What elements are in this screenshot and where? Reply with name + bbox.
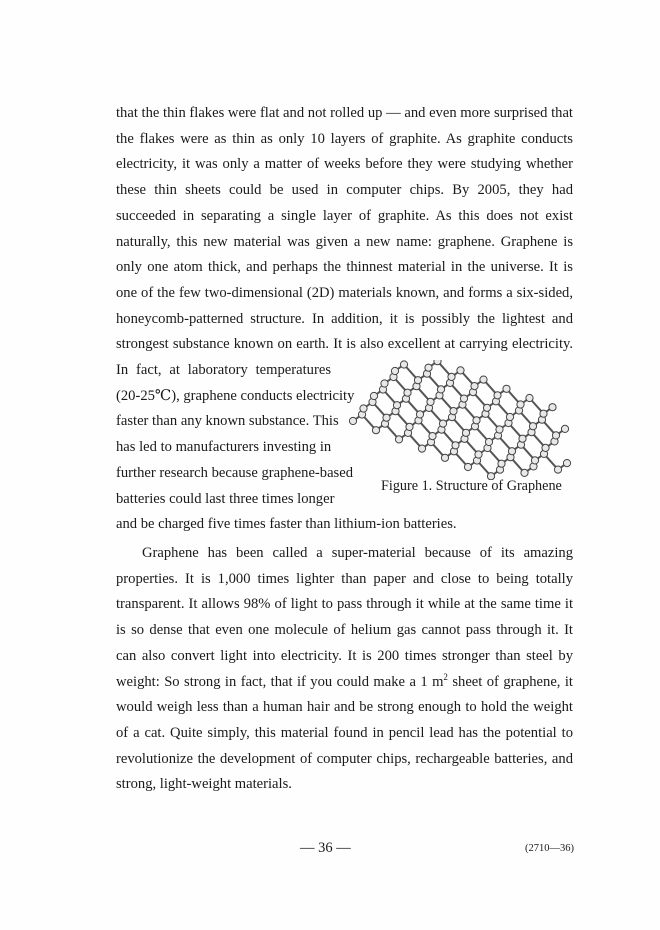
carbon-atom (393, 402, 400, 409)
carbon-atom (506, 413, 513, 420)
carbon-atom (540, 410, 547, 417)
text-line: one of the few two-dimensional (2D) materials known, and forms a six-sided, (116, 284, 573, 301)
text-line: electricity, it was only a matter of weeks before they were studying whether (116, 156, 573, 173)
carbon-atom (360, 405, 367, 412)
text-line: would weigh less than a human hair and be strong enough to hold the weight (116, 699, 573, 716)
carbon-atom (464, 463, 471, 470)
text-line: the flakes were as thin as only 10 layers of graphite. As graphite conducts (116, 130, 573, 147)
carbon-atom (483, 404, 490, 411)
carbon-atom (372, 427, 379, 434)
text-line: only one atom thick, and perhaps the thinnest material in the universe. It is (116, 259, 573, 276)
carbon-atom (383, 414, 390, 421)
carbon-atom (429, 433, 436, 440)
carbon-atom (439, 420, 446, 427)
carbon-atom (349, 417, 356, 424)
text-line: is so dense that even one molecule of helium gas cannot pass through it. It (116, 622, 573, 639)
carbon-atom (395, 436, 402, 443)
carbon-atom (519, 435, 526, 442)
carbon-atom (526, 394, 533, 401)
graphene-figure (335, 360, 580, 480)
carbon-atom (462, 429, 469, 436)
text-line: succeeded in separating a single layer of graphite. As this does not exist (116, 207, 573, 224)
text-line: In fact, at laboratory temperatures (116, 362, 331, 378)
carbon-atom (503, 385, 510, 392)
carbon-atom (441, 454, 448, 461)
text-line: honeycomb-patterned structure. In addition, it is possibly the lightest and (116, 310, 573, 327)
carbon-atom (427, 398, 434, 405)
figure-caption: Figure 1. Structure of Graphene (381, 478, 562, 494)
carbon-atom (561, 425, 568, 432)
text-line: faster than any known substance. This (116, 413, 339, 430)
carbon-atom (452, 442, 459, 449)
carbon-atom (457, 367, 464, 374)
carbon-atom (437, 386, 444, 393)
carbon-atom (370, 392, 377, 399)
carbon-atom (494, 392, 501, 399)
carbon-atom (563, 460, 570, 467)
carbon-atom (460, 395, 467, 402)
carbon-atom (552, 432, 559, 439)
carbon-atom (416, 411, 423, 418)
carbon-atom (425, 364, 432, 371)
text-line: that the thin flakes were flat and not rolled up — and even more surprised that (116, 105, 573, 121)
carbon-atom (485, 438, 492, 445)
carbon-atom (471, 383, 478, 390)
carbon-atom (531, 457, 538, 464)
text-line: strong, light-weight materials. (116, 776, 292, 793)
text-line: can also convert light into electricity. It is 200 times stronger than steel by (116, 647, 573, 664)
carbon-atom (404, 389, 411, 396)
text-line: these thin sheets could be used in computer chips. By 2005, they had (116, 182, 573, 199)
carbon-atom (475, 451, 482, 458)
carbon-atom (549, 404, 556, 411)
carbon-atom (473, 417, 480, 424)
text-span: sheet of graphene, it (447, 673, 573, 690)
carbon-atom (498, 460, 505, 467)
page-number: — 36 — (300, 840, 351, 856)
carbon-atom (434, 360, 441, 365)
text-line: strongest substance known on earth. It is also excellent at carrying electricity. (116, 336, 573, 353)
carbon-atom (529, 423, 536, 430)
text-line: revolutionize the development of computer chips, rechargeable batteries, and (116, 750, 573, 767)
text-line: batteries could last three times longer (116, 490, 335, 507)
superscript: 2 (443, 671, 448, 682)
graphene-lattice-image (335, 360, 580, 480)
carbon-atom (414, 377, 421, 384)
text-line: (20-25℃), graphene conducts electricity (116, 387, 355, 404)
text-line: of a cat. Quite simply, this material found in pencil lead has the potential to (116, 724, 573, 741)
carbon-atom (400, 361, 407, 368)
carbon-atom (448, 373, 455, 380)
text-line: Graphene has been called a super-material because of its amazing (142, 545, 573, 561)
carbon-atom (381, 380, 388, 387)
carbon-atom (406, 423, 413, 430)
carbon-atom (391, 367, 398, 374)
text-line: further research because graphene-based (116, 464, 354, 481)
carbon-atom (496, 426, 503, 433)
text-line: transparent. It allows 98% of light to pass through it while at the same time it (116, 596, 573, 613)
text-line: and be charged five times faster than lithium-ion batteries. (116, 516, 457, 533)
carbon-atom (542, 444, 549, 451)
text-line: has led to manufacturers investing in (116, 439, 332, 456)
text-line: naturally, this new material was given a new name: graphene. Graphene is (116, 233, 573, 250)
text-span: weight: So strong in fact, that if you could make a 1 m (116, 673, 444, 690)
text-line: properties. It is 1,000 times lighter than paper and close to being totally (116, 570, 573, 587)
carbon-atom (450, 408, 457, 415)
carbon-atom (418, 445, 425, 452)
carbon-atom (508, 448, 515, 455)
carbon-atom (554, 466, 561, 473)
carbon-atom (517, 401, 524, 408)
carbon-atom (480, 376, 487, 383)
text-line (116, 669, 573, 695)
document-code: (2710—36) (525, 843, 574, 854)
